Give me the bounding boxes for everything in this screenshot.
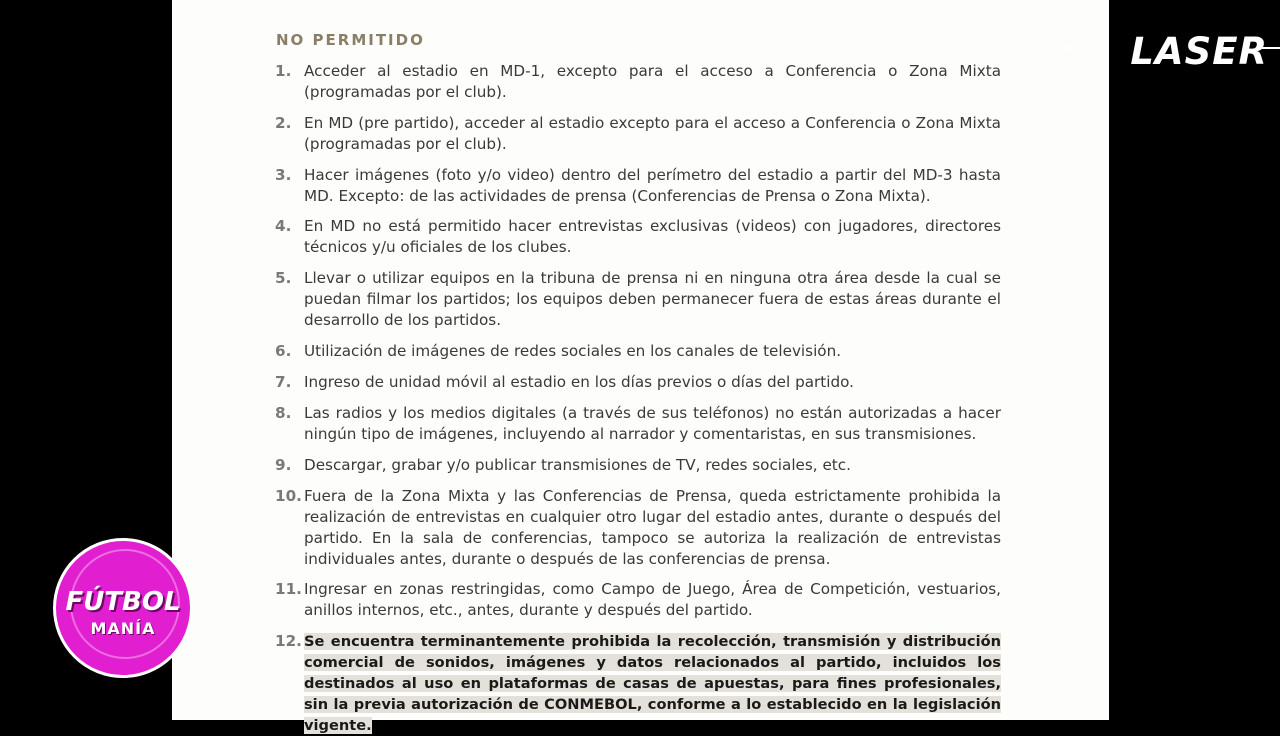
list-item	[275, 486, 1001, 570]
item-text: En MD (pre partido), acceder al estadio excepto para el acceso a Conferencia o Zona Mixta (programadas por el club).	[304, 114, 1001, 153]
item-number: 8.	[275, 404, 292, 422]
list-item	[275, 268, 1001, 331]
item-number: 12.	[275, 632, 302, 650]
logo-accent-line	[1062, 47, 1070, 49]
item-number: 4.	[275, 217, 292, 235]
item-text: Hacer imágenes (foto y/o video) dentro del perímetro del estadio a partir del MD-3 hasta MD. Excepto: de las actividades de prensa (Conferencias de Prensa o Zona Mixta).	[304, 166, 1001, 205]
list-item	[275, 216, 1001, 258]
item-number: 3.	[275, 166, 292, 184]
show-logo-title: FÚTBOL	[65, 587, 181, 617]
item-text: Las radios y los medios digitales (a través de sus teléfonos) no están autorizadas a hacer ningún tipo de imágenes, incluyendo al narrador y comentaristas, en sus transmisiones.	[304, 404, 1001, 443]
item-number: 10.	[275, 487, 302, 505]
item-text	[304, 631, 1001, 736]
list-item-highlighted	[275, 631, 1001, 736]
channel-logo: LASER	[1130, 30, 1268, 73]
item-number: 6.	[275, 342, 292, 360]
item-number: 1.	[275, 62, 292, 80]
item-text: En MD no está permitido hacer entrevistas exclusivas (videos) con jugadores, directores técnicos y/u oficiales de los clubes.	[304, 217, 1001, 256]
item-text: Llevar o utilizar equipos en la tribuna de prensa ni en ninguna otra área desde la cual se puedan filmar los partidos; los equipos deben permanecer fuera de estas áreas durante el desarrollo de los partidos.	[304, 269, 1001, 329]
show-logo-badge	[53, 538, 193, 678]
item-number: 9.	[275, 456, 292, 474]
list-item	[275, 165, 1001, 207]
list-item	[275, 455, 1001, 476]
list-item	[275, 61, 1001, 103]
item-number: 7.	[275, 373, 292, 391]
section-heading: NO PERMITIDO	[276, 31, 425, 49]
item-text: Acceder al estadio en MD-1, excepto para el acceso a Conferencia o Zona Mixta (programadas por el club).	[304, 62, 1001, 101]
show-logo-subtitle: MANÍA	[90, 619, 156, 638]
list-item	[275, 403, 1001, 445]
document-page	[172, 0, 1109, 734]
item-text: Ingreso de unidad móvil al estadio en los días previos o días del partido.	[304, 373, 854, 391]
item-text: Utilización de imágenes de redes sociales en los canales de televisión.	[304, 342, 842, 360]
list-item	[275, 579, 1001, 621]
item-number: 2.	[275, 114, 292, 132]
list-item	[275, 372, 1001, 393]
item-text: Fuera de la Zona Mixta y las Conferencias de Prensa, queda estrictamente prohibida la realización de entrevistas en cualquier otro lugar del estadio antes, durante o después del partido. En la sala de conferencias, tampoco se autoriza la realización de entrevistas individuales antes, durante o después de las conferencias de prensa.	[304, 487, 1001, 568]
item-number: 5.	[275, 269, 292, 287]
item-text: Ingresar en zonas restringidas, como Campo de Juego, Área de Competición, vestuarios, anillos internos, etc., antes, durante y después del partido.	[304, 580, 1001, 619]
item-text: Descargar, grabar y/o publicar transmisiones de TV, redes sociales, etc.	[304, 456, 851, 474]
list-item	[275, 113, 1001, 155]
list-item	[275, 341, 1001, 362]
highlighted-text: Se encuentra terminantemente prohibida la recolección, transmisión y distribución comercial de sonidos, imágenes y datos relacionados al partido, incluidos los destinados al uso en plataformas de casas de apuestas, para fines profesionales, sin la previa autorización de CONMEBOL, conforme a lo establecido en la legislación vigente.	[304, 633, 1001, 734]
item-number: 11.	[275, 580, 302, 598]
